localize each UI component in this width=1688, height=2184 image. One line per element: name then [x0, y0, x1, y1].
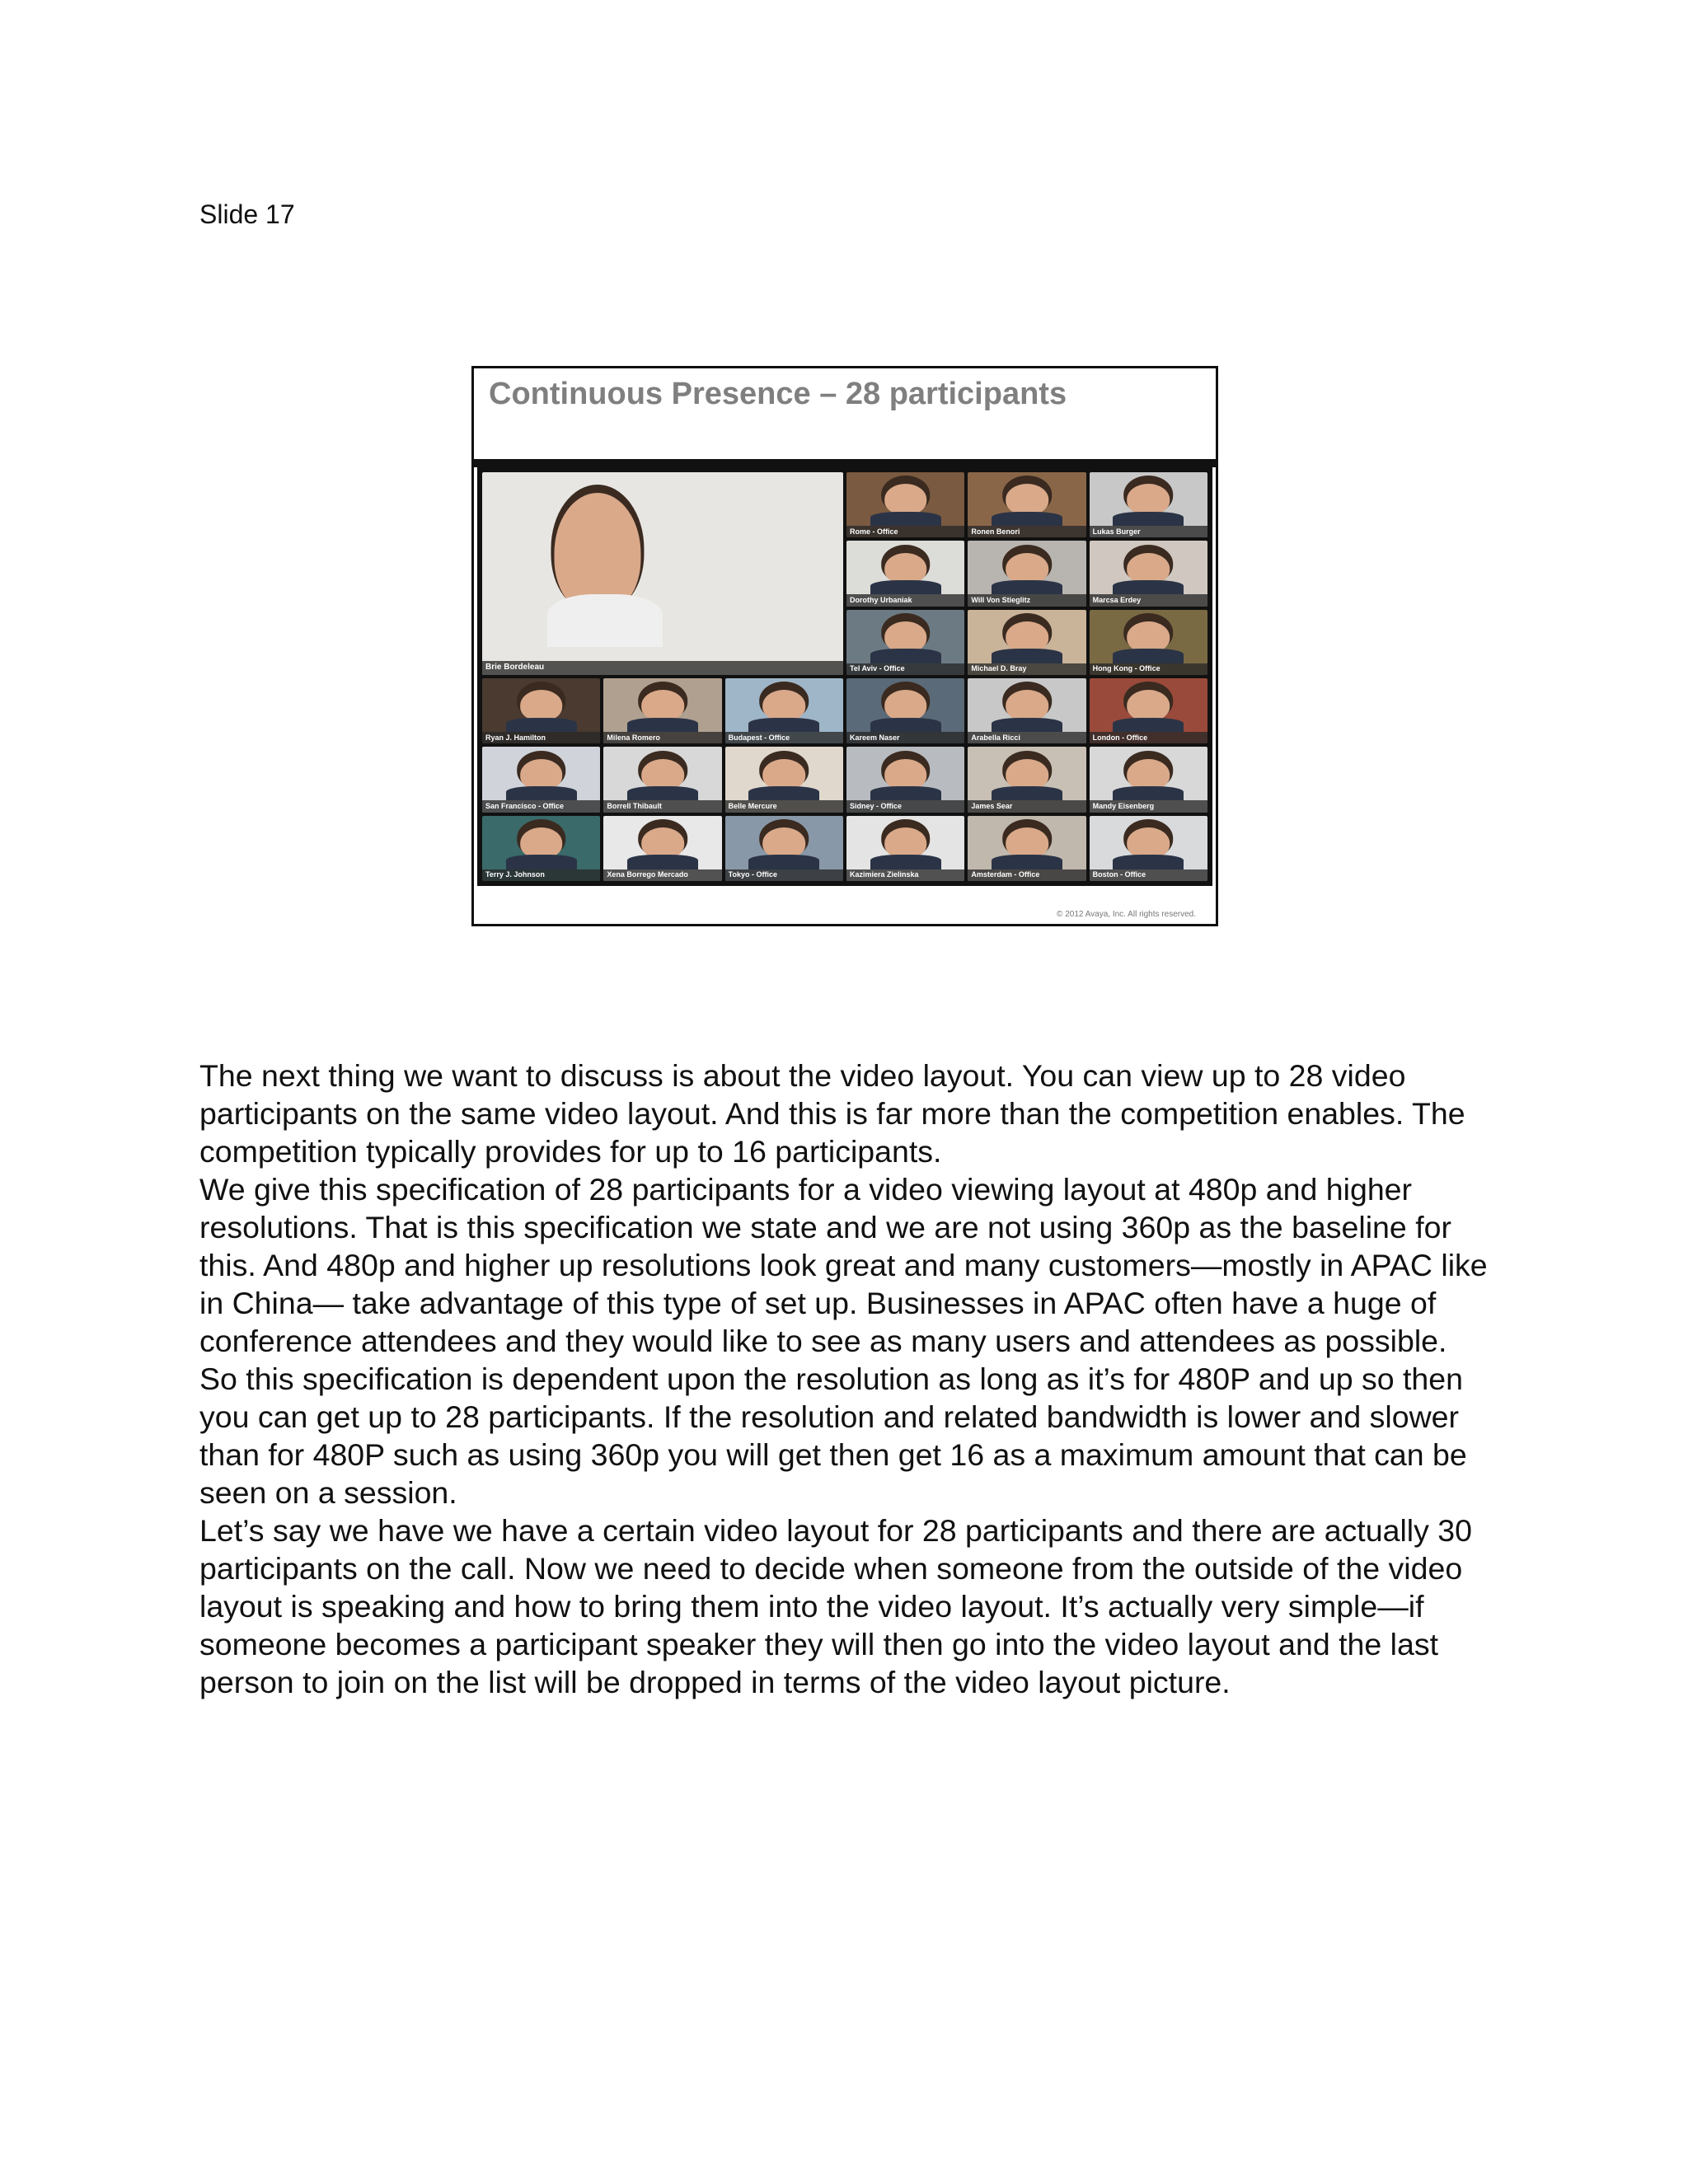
participant-shoulders — [870, 649, 941, 663]
participant-shoulders — [992, 718, 1062, 732]
participant-shoulders — [992, 855, 1062, 869]
participant-name-label: Brie Bordeleau — [482, 661, 843, 675]
participant-shoulders — [870, 786, 941, 800]
participant-face — [1006, 759, 1048, 790]
participant-face — [763, 759, 806, 790]
participant-name-label: Hong Kong - Office — [1090, 663, 1207, 675]
participant-shoulders — [1113, 855, 1184, 869]
participant-name-label: Terry J. Johnson — [482, 869, 600, 881]
participant-face — [1128, 759, 1170, 790]
participant-name-label: San Francisco - Office — [482, 800, 600, 812]
participant-tile — [968, 610, 1085, 675]
participant-name-label: Milena Romero — [603, 732, 721, 743]
participant-shoulders — [627, 718, 698, 732]
participant-name-label: Kazimiera Zielinska — [846, 869, 964, 881]
participant-name-label: Borrell Thibault — [603, 800, 721, 812]
participant-tile — [1090, 541, 1207, 606]
participant-name-label: Ronen Benori — [968, 526, 1085, 537]
copyright-text: © 2012 Avaya, Inc. All rights reserved. — [1057, 910, 1196, 919]
participant-shoulders — [506, 786, 577, 800]
participant-tile — [482, 678, 600, 743]
participant-face — [1128, 690, 1170, 721]
notes-paragraph: The next thing we want to discuss is about the video layout. You can view up to 28 video participants on the same video layout. And this is far more than the competition enables. The competition typically provides for up to 16 participants. — [199, 1058, 1465, 1169]
participant-name-label: Tokyo - Office — [725, 869, 843, 881]
participant-face — [641, 690, 684, 721]
participant-name-label: Sidney - Office — [846, 800, 964, 812]
notes-paragraph: We give this specification of 28 participants for a video viewing layout at 480p and higher resolutions. That is this specification we state and we are not using 360p as the baseline for this. And 480p and higher up resolutions look great and many customers—mostly in APAC like in China— take advantage of this type of set up. Businesses in APAC often have a huge of conference attendees and they would like to see as many users and attendees as possible. — [199, 1172, 1488, 1358]
participant-name-label: Belle Mercure — [725, 800, 843, 812]
participant-shoulders — [992, 786, 1062, 800]
participant-face — [1006, 553, 1048, 584]
participant-tile — [603, 747, 721, 812]
participant-shoulders — [506, 855, 577, 869]
participant-shoulders — [1113, 649, 1184, 663]
participant-tile — [725, 678, 843, 743]
participant-name-label: Marcsa Erdey — [1090, 594, 1207, 606]
participant-tile — [968, 678, 1085, 743]
participant-tile — [725, 747, 843, 812]
participant-shoulders — [870, 718, 941, 732]
participant-tile — [968, 541, 1085, 606]
participant-tile — [968, 816, 1085, 881]
participant-shoulders — [1113, 512, 1184, 526]
video-layout-grid — [477, 467, 1212, 886]
participant-face — [884, 690, 927, 721]
participant-shoulders — [870, 512, 941, 526]
participant-tile — [1090, 472, 1207, 537]
participant-tile — [603, 678, 721, 743]
participant-tile — [968, 472, 1085, 537]
participant-face — [641, 759, 684, 790]
participant-tile — [846, 747, 964, 812]
participant-shoulders — [1113, 718, 1184, 732]
slide-title: Continuous Presence – 28 participants — [489, 377, 1067, 411]
participant-tile — [846, 678, 964, 743]
participant-tile — [482, 747, 600, 812]
participant-shoulders — [748, 855, 819, 869]
participant-tile — [846, 816, 964, 881]
speaker-shoulders — [547, 594, 663, 647]
participant-shoulders — [992, 649, 1062, 663]
participant-face — [520, 690, 563, 721]
participant-name-label: Mandy Eisenberg — [1090, 800, 1207, 812]
participant-shoulders — [870, 855, 941, 869]
participant-face — [1006, 690, 1048, 721]
participant-shoulders — [506, 718, 577, 732]
participant-tile — [1090, 678, 1207, 743]
participant-name-label: Michael D. Bray — [968, 663, 1085, 675]
notes-paragraph: Let’s say we have we have a certain video layout for 28 participants and there are actually 30 participants on the call. Now we need to decide when someone from the outside of the video layout is speaking and how to bring them into the video layout. It’s actually very simple—if someone becomes a participant speaker they will then go into the video layout and the last person to join on the list will be dropped in terms of the video layout picture. — [199, 1513, 1472, 1699]
participant-shoulders — [748, 718, 819, 732]
participant-face — [884, 759, 927, 790]
participant-shoulders — [1113, 580, 1184, 594]
participant-shoulders — [627, 855, 698, 869]
participant-shoulders — [1113, 786, 1184, 800]
participant-tile — [846, 610, 964, 675]
participant-shoulders — [992, 512, 1062, 526]
participant-tile — [1090, 747, 1207, 812]
participant-shoulders — [748, 786, 819, 800]
participant-shoulders — [627, 786, 698, 800]
speaker-notes — [199, 1057, 1502, 1701]
participant-tile — [482, 816, 600, 881]
participant-name-label: Budapest - Office — [725, 732, 843, 743]
slide-number: Slide 17 — [199, 199, 295, 229]
participant-tile — [846, 472, 964, 537]
main-speaker-tile — [482, 472, 843, 675]
participant-tile — [725, 816, 843, 881]
participant-face — [884, 484, 927, 515]
participant-tile — [846, 541, 964, 606]
participant-face — [763, 690, 806, 721]
participant-name-label: Kareem Naser — [846, 732, 964, 743]
participant-face — [1128, 484, 1170, 515]
title-divider — [474, 459, 1216, 467]
participant-name-label: Ryan J. Hamilton — [482, 732, 600, 743]
participant-face — [520, 759, 563, 790]
participant-tile — [1090, 816, 1207, 881]
participant-shoulders — [870, 580, 941, 594]
participant-name-label: Amsterdam - Office — [968, 869, 1085, 881]
participant-name-label: Tel Aviv - Office — [846, 663, 964, 675]
participant-name-label: Rome - Office — [846, 526, 964, 537]
slide-thumbnail — [471, 366, 1218, 926]
participant-name-label: Will Von Stieglitz — [968, 594, 1085, 606]
participant-face — [1006, 484, 1048, 515]
participant-face — [884, 553, 927, 584]
participant-shoulders — [992, 580, 1062, 594]
notes-paragraph: So this specification is dependent upon the resolution as long as it’s for 480P and up so then you can get up to 28 participants. If the resolution and related bandwidth is lower and slower than for 480P such as using 360p you will get then get 16 as a maximum amount that can be seen on a session. — [199, 1361, 1467, 1510]
participant-face — [1128, 553, 1170, 584]
participant-tile — [968, 747, 1085, 812]
participant-tile — [603, 816, 721, 881]
participant-name-label: Lukas Burger — [1090, 526, 1207, 537]
participant-name-label: Dorothy Urbaniak — [846, 594, 964, 606]
participant-name-label: Arabella Ricci — [968, 732, 1085, 743]
participant-name-label: London - Office — [1090, 732, 1207, 743]
participant-name-label: Xena Borrego Mercado — [603, 869, 721, 881]
participant-tile — [1090, 610, 1207, 675]
participant-name-label: Boston - Office — [1090, 869, 1207, 881]
participant-name-label: James Sear — [968, 800, 1085, 812]
